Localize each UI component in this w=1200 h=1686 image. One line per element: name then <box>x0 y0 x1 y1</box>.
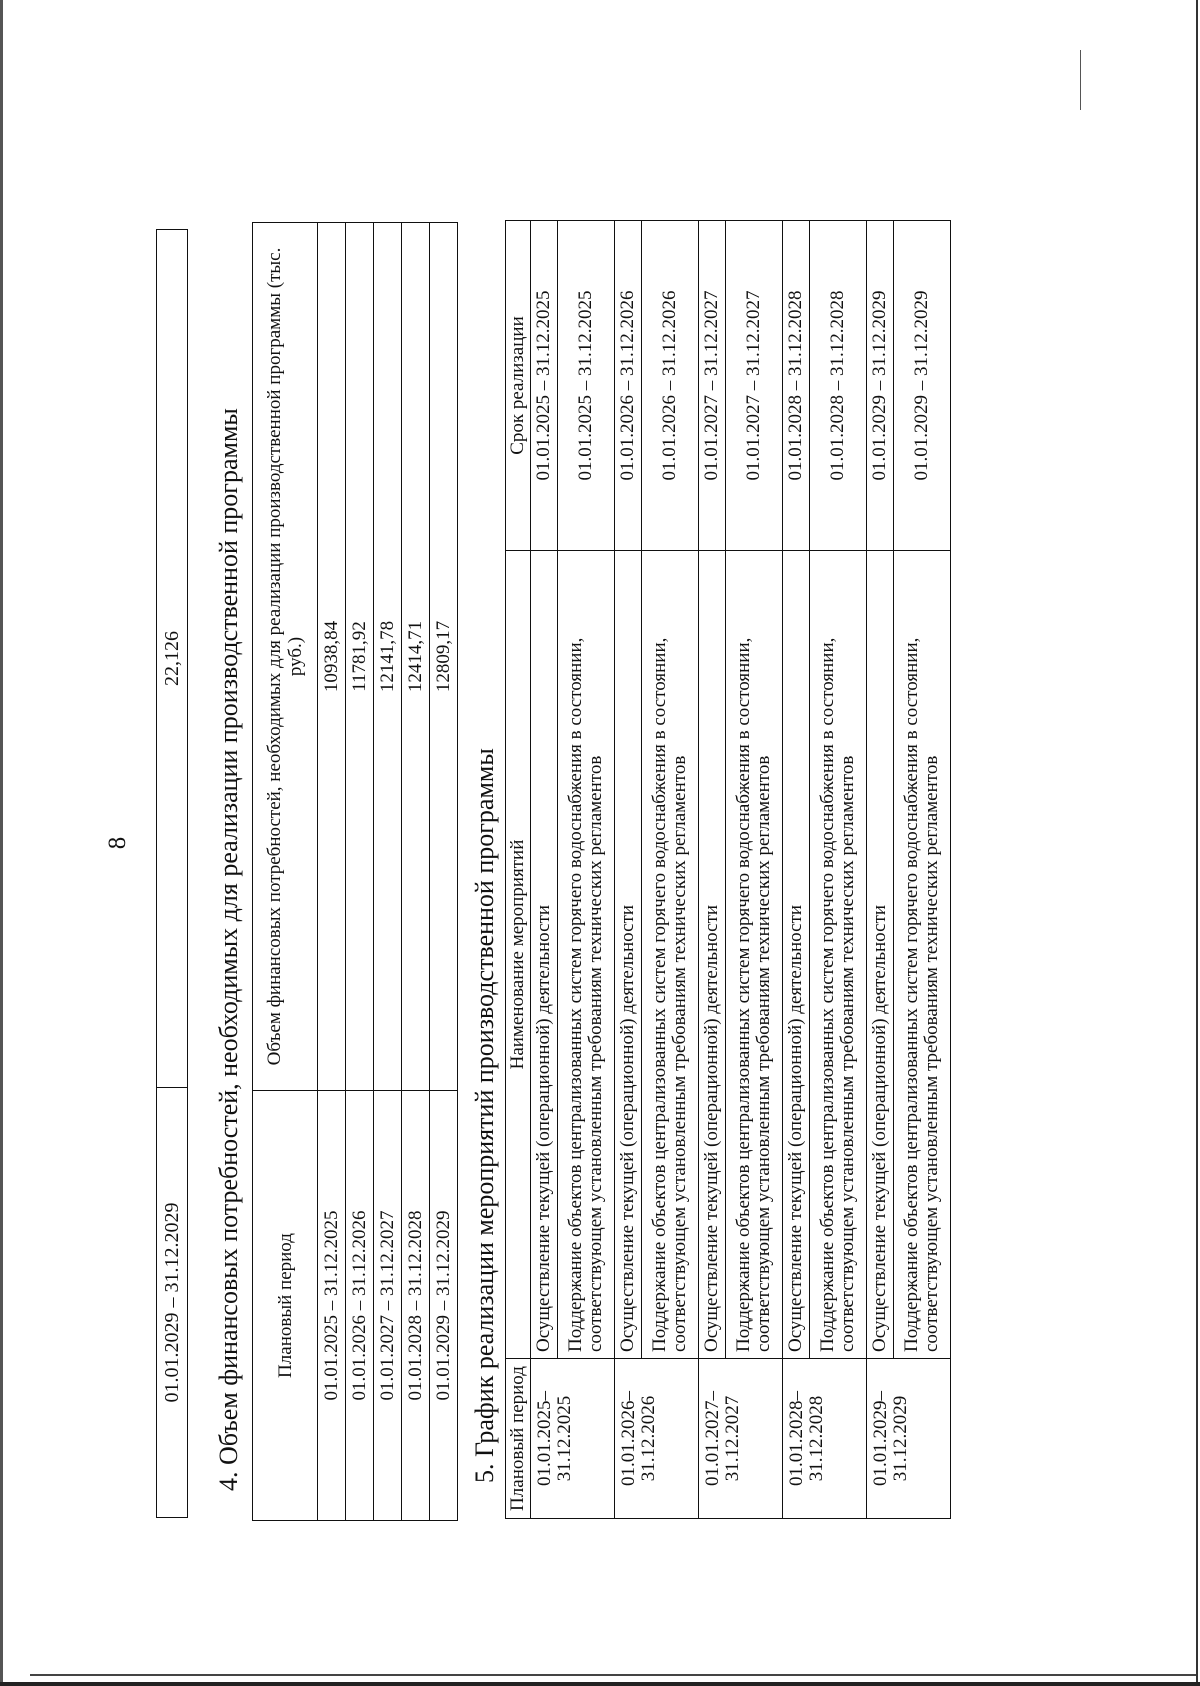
period-cell: 01.01.2025 – 31.12.2025 <box>318 1091 346 1521</box>
period-cell: 01.01.2029 – 31.12.2029 <box>157 1088 188 1518</box>
continuation-table <box>156 229 188 1518</box>
activity-cell: Поддержание объектов централизованных систем горячего водоснабжения в состоянии, соответствующем установленным требованиям технических регламентов <box>726 551 783 1359</box>
activity-cell: Осуществление текущей (операционной) деятельности <box>615 551 642 1359</box>
table-row <box>699 221 726 1519</box>
period-cell: 01.01.2028–31.12.2028 <box>783 1359 867 1519</box>
value-cell: 22,126 <box>157 230 188 1088</box>
header-period: Плановый период <box>253 1091 318 1521</box>
term-cell: 01.01.2025 – 31.12.2025 <box>531 221 558 551</box>
table-row <box>867 221 894 1519</box>
table-header-row <box>506 221 531 1519</box>
period-cell: 01.01.2026–31.12.2026 <box>615 1359 699 1519</box>
table-row <box>783 221 810 1519</box>
table-row <box>430 223 458 1521</box>
value-cell: 11781,92 <box>346 223 374 1091</box>
term-cell: 01.01.2029 – 31.12.2029 <box>894 221 951 551</box>
activity-cell: Поддержание объектов централизованных систем горячего водоснабжения в состоянии, соответствующем установленным требованиям технических регламентов <box>894 551 951 1359</box>
table-row <box>374 223 402 1521</box>
header-name: Наименование мероприятий <box>506 551 531 1359</box>
page-number: 8 <box>104 836 131 850</box>
financial-needs-table <box>252 222 458 1521</box>
period-cell: 01.01.2027–31.12.2027 <box>699 1359 783 1519</box>
term-cell: 01.01.2025 – 31.12.2025 <box>558 221 615 551</box>
value-cell: 12141,78 <box>374 223 402 1091</box>
table-row <box>642 221 699 1519</box>
period-cell: 01.01.2025–31.12.2025 <box>531 1359 615 1519</box>
table-row <box>531 221 558 1519</box>
term-cell: 01.01.2026 – 31.12.2026 <box>642 221 699 551</box>
value-cell: 12414,71 <box>402 223 430 1091</box>
schedule-table <box>505 220 951 1519</box>
value-cell: 10938,84 <box>318 223 346 1091</box>
table-row <box>157 230 188 1518</box>
scan-artifact-line <box>1080 50 1081 110</box>
activity-cell: Поддержание объектов централизованных систем горячего водоснабжения в состоянии, соответствующем установленным требованиям технических регламентов <box>558 551 615 1359</box>
period-cell: 01.01.2028 – 31.12.2028 <box>402 1091 430 1521</box>
activity-cell: Поддержание объектов централизованных систем горячего водоснабжения в состоянии, соответствующем установленным требованиям технических регламентов <box>810 551 867 1359</box>
activity-cell: Поддержание объектов централизованных систем горячего водоснабжения в состоянии, соответствующем установленным требованиям технических регламентов <box>642 551 699 1359</box>
value-cell: 12809,17 <box>430 223 458 1091</box>
term-cell: 01.01.2028 – 31.12.2028 <box>810 221 867 551</box>
term-cell: 01.01.2029 – 31.12.2029 <box>867 221 894 551</box>
section-4-heading: 4. Объем финансовых потребностей, необходимых для реализации производственной программы <box>214 408 243 1491</box>
period-cell: 01.01.2027 – 31.12.2027 <box>374 1091 402 1521</box>
table-row <box>318 223 346 1521</box>
header-term: Срок реализации <box>506 221 531 551</box>
activity-cell: Осуществление текущей (операционной) деятельности <box>867 551 894 1359</box>
table-row <box>402 223 430 1521</box>
term-cell: 01.01.2027 – 31.12.2027 <box>699 221 726 551</box>
table-row <box>726 221 783 1519</box>
table-row <box>615 221 642 1519</box>
period-cell: 01.01.2029–31.12.2029 <box>867 1359 951 1519</box>
table-row <box>346 223 374 1521</box>
section-5-heading: 5. График реализации мероприятий производственной программы <box>470 748 499 1483</box>
header-period: Плановый период <box>506 1359 531 1519</box>
activity-cell: Осуществление текущей (операционной) деятельности <box>531 551 558 1359</box>
table-row <box>810 221 867 1519</box>
period-cell: 01.01.2026 – 31.12.2026 <box>346 1091 374 1521</box>
table-row <box>558 221 615 1519</box>
term-cell: 01.01.2027 – 31.12.2027 <box>726 221 783 551</box>
header-volume: Объем финансовых потребностей, необходимых для реализации производственной программы (тыс. руб.) <box>253 223 318 1091</box>
table-header-row <box>253 223 318 1521</box>
activity-cell: Осуществление текущей (операционной) деятельности <box>783 551 810 1359</box>
period-cell: 01.01.2029 – 31.12.2029 <box>430 1091 458 1521</box>
term-cell: 01.01.2028 – 31.12.2028 <box>783 221 810 551</box>
activity-cell: Осуществление текущей (операционной) деятельности <box>699 551 726 1359</box>
table-row <box>894 221 951 1519</box>
term-cell: 01.01.2026 – 31.12.2026 <box>615 221 642 551</box>
